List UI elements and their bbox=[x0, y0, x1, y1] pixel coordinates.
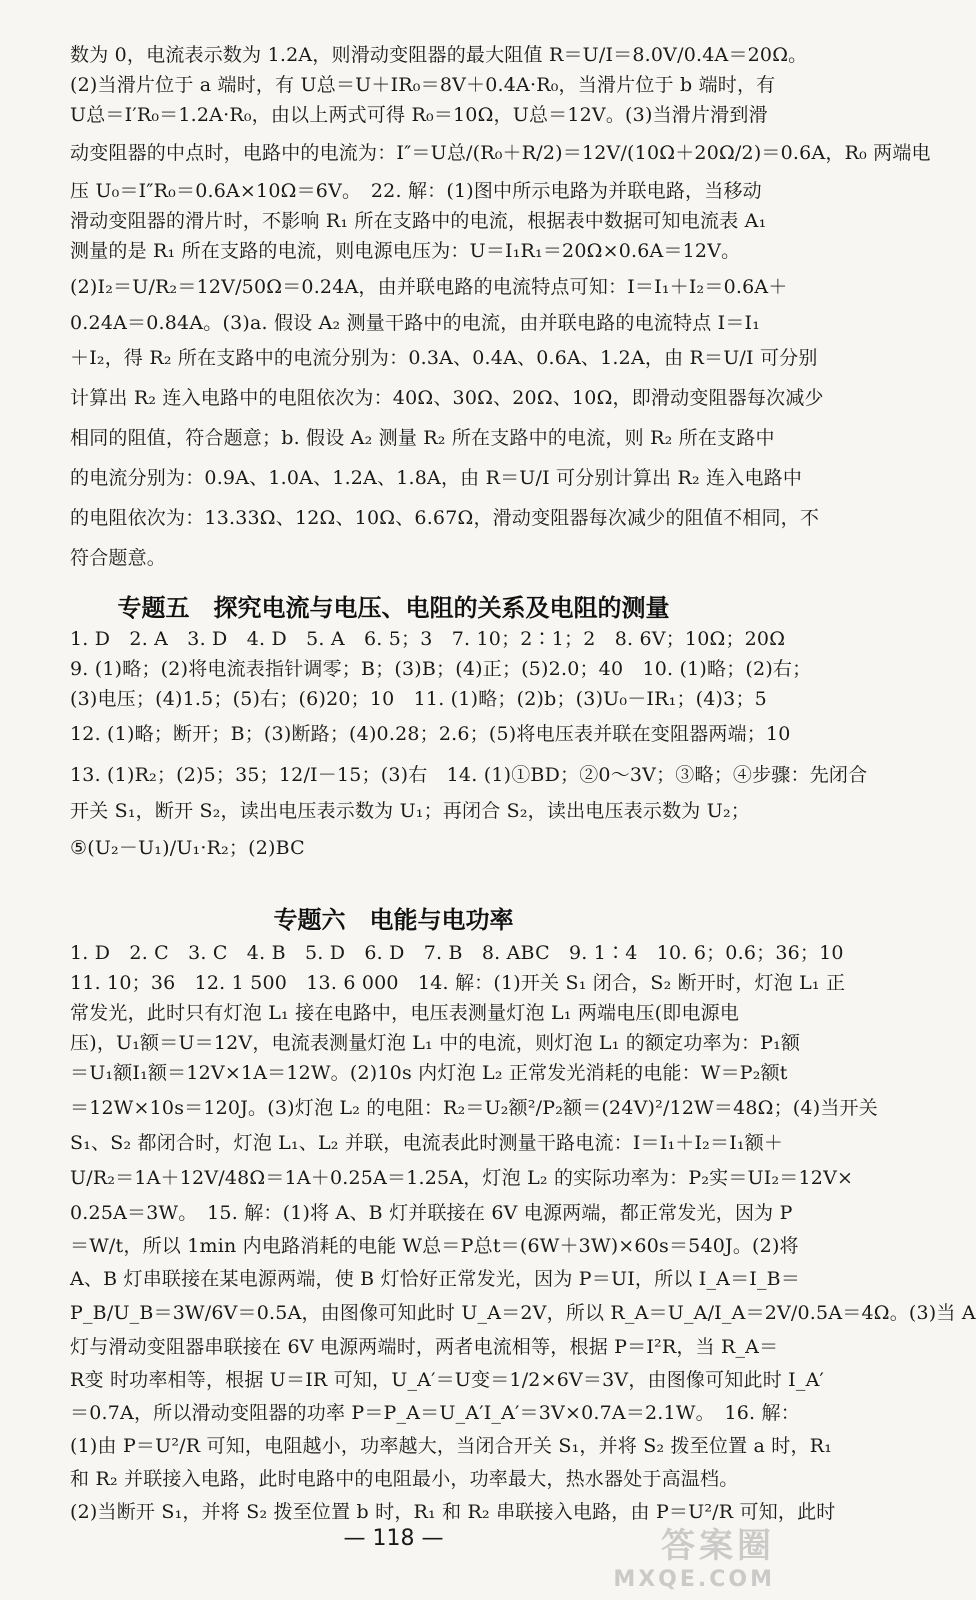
solution-block-21-22 bbox=[70, 40, 931, 578]
text-line: 11. 10；36 12. 1 500 13. 6 000 14. 解：(1)开关 S₁ 闭合，S₂ 断开时，灯泡 L₁ 正 bbox=[70, 972, 846, 994]
text-line: 符合题意。 bbox=[70, 547, 167, 569]
text-line: 和 R₂ 并联接入电路，此时电路中的电阻最小，功率最大，热水器处于高温档。 bbox=[70, 1468, 739, 1490]
text-line: P_B/U_B＝3W/6V＝0.5A，由图像可知此时 U_A＝2V，所以 R_A＝U_A/I_A＝2V/0.5A＝4Ω。(3)当 A bbox=[70, 1302, 976, 1324]
text-line: U/R₂＝1A＋12V/48Ω＝1A＋0.25A＝1.25A，灯泡 L₂ 的实际功率为：P₂实＝UI₂＝12V× bbox=[70, 1167, 854, 1189]
text-line: ＋I₂，得 R₂ 所在支路中的电流分别为：0.3A、0.4A、0.6A、1.2A，由 R＝U/I 可分别 bbox=[70, 347, 818, 369]
text-line: 常发光，此时只有灯泡 L₁ 接在电路中，电压表测量灯泡 L₁ 两端电压(即电源电 bbox=[70, 1002, 740, 1024]
text-line: 压)，U₁额＝U＝12V，电流表测量灯泡 L₁ 中的电流，则灯泡 L₁ 的额定功率为：P₁额 bbox=[70, 1032, 801, 1054]
page-number: — 118 — bbox=[343, 1526, 444, 1551]
text-line: 1. D 2. A 3. D 4. D 5. A 6. 5；3 7. 10；2∶1；2 8. 6V；10Ω；20Ω bbox=[70, 628, 786, 650]
text-line: 压 U₀＝I″R₀＝0.6A×10Ω＝6V。 22. 解：(1)图中所示电路为并联电路，当移动 bbox=[70, 180, 762, 202]
text-line: ⑤(U₂－U₁)/U₁·R₂；(2)BC bbox=[70, 837, 305, 859]
watermark-url: MXQE.COM bbox=[613, 1567, 775, 1592]
section-heading-5: 专题五 探究电流与电压、电阻的关系及电阻的测量 bbox=[117, 594, 670, 622]
watermark-logo bbox=[613, 1518, 775, 1592]
text-line: 1. D 2. C 3. C 4. B 5. D 6. D 7. B 8. ABC 9. 1∶4 10. 6；0.6；36；10 bbox=[70, 942, 844, 964]
text-line: (2)当滑片位于 a 端时，有 U总＝U＋IR₀＝8V＋0.4A·R₀，当滑片位于 b 端时，有 bbox=[70, 74, 776, 96]
text-line: U总＝I′R₀＝1.2A·R₀，由以上两式可得 R₀＝10Ω，U总＝12V。(3)当滑片滑到滑 bbox=[70, 104, 768, 126]
section-heading-6: 专题六 电能与电功率 bbox=[273, 906, 514, 934]
text-line: 12. (1)略；断开；B；(3)断路；(4)0.28；2.6；(5)将电压表并联在变阻器两端；10 bbox=[70, 723, 791, 745]
text-line: 灯与滑动变阻器串联接在 6V 电源两端时，两者电流相等，根据 P＝I²R，当 R_A＝ bbox=[70, 1336, 779, 1358]
text-line: A、B 灯串联接在某电源两端，使 B 灯恰好正常发光，因为 P＝UI，所以 I_A＝I_B＝ bbox=[70, 1268, 801, 1290]
answers-block-6 bbox=[70, 938, 976, 1530]
text-line: 相同的阻值，符合题意；b. 假设 A₂ 测量 R₂ 所在支路中的电流，则 R₂ 所在支路中 bbox=[70, 427, 775, 449]
answers-block-5 bbox=[70, 624, 868, 870]
text-line: (1)由 P＝U²/R 可知，电阻越小，功率越大，当闭合开关 S₁，并将 S₂ 拨至位置 a 时，R₁ bbox=[70, 1435, 833, 1457]
text-line: 计算出 R₂ 连入电路中的电阻依次为：40Ω、30Ω、20Ω、10Ω，即滑动变阻器每次减少 bbox=[70, 387, 824, 409]
text-line: 0.24A＝0.84A。(3)a. 假设 A₂ 测量干路中的电流，由并联电路的电流特点 I＝I₁ bbox=[70, 312, 761, 334]
text-line: ＝0.7A，所以滑动变阻器的功率 P＝P_A＝U_A′I_A′＝3V×0.7A＝2.1W。 16. 解： bbox=[70, 1402, 800, 1424]
watermark-text: 答案圈 bbox=[661, 1526, 775, 1566]
text-line: ＝12W×10s＝120J。(3)灯泡 L₂ 的电阻：R₂＝U₂额²/P₂额＝(24V)²/12W＝48Ω；(4)当开关 bbox=[70, 1097, 878, 1119]
text-line: 测量的是 R₁ 所在支路的电流，则电源电压为：U＝I₁R₁＝20Ω×0.6A＝12V。 bbox=[70, 240, 741, 262]
text-line: 的电流分别为：0.9A、1.0A、1.2A、1.8A，由 R＝U/I 可分别计算出 R₂ 连入电路中 bbox=[70, 467, 803, 489]
text-line: 动变阻器的中点时，电路中的电流为：I″＝U总/(R₀＋R/2)＝12V/(10Ω＋20Ω/2)＝0.6A，R₀ 两端电 bbox=[70, 142, 931, 164]
text-line: R变 时功率相等，根据 U＝IR 可知，U_A′＝U变＝1/2×6V＝3V，由图像可知此时 I_A′ bbox=[70, 1369, 825, 1391]
text-line: (3)电压；(4)1.5；(5)右；(6)20；10 11. (1)略；(2)b；(3)U₀－IR₁；(4)3；5 bbox=[70, 688, 767, 710]
text-line: 13. (1)R₂；(2)5；35；12/I－15；(3)右 14. (1)①BD；②0～3V；③略；④步骤：先闭合 bbox=[70, 764, 868, 786]
text-line: (2)当断开 S₁，并将 S₂ 拨至位置 b 时，R₁ 和 R₂ 串联接入电路，由 P＝U²/R 可知，此时 bbox=[70, 1501, 836, 1523]
text-line: ＝W/t，所以 1min 内电路消耗的电能 W总＝P总t＝(6W＋3W)×60s＝540J。(2)将 bbox=[70, 1235, 799, 1257]
text-line: 数为 0，电流表示数为 1.2A，则滑动变阻器的最大阻值 R＝U/I＝8.0V/0.4A＝20Ω。 bbox=[70, 44, 808, 66]
text-line: 滑动变阻器的滑片时，不影响 R₁ 所在支路中的电流，根据表中数据可知电流表 A₁ bbox=[70, 210, 767, 232]
text-line: 开关 S₁，断开 S₂，读出电压表示数为 U₁；再闭合 S₂，读出电压表示数为 U₂； bbox=[70, 800, 750, 822]
text-line: S₁、S₂ 都闭合时，灯泡 L₁、L₂ 并联，电流表此时测量干路电流：I＝I₁＋I₂＝I₁额＋ bbox=[70, 1132, 784, 1154]
text-line: (2)I₂＝U/R₂＝12V/50Ω＝0.24A，由并联电路的电流特点可知：I＝I₁＋I₂＝0.6A＋ bbox=[70, 276, 788, 298]
text-line: 0.25A＝3W。 15. 解：(1)将 A、B 灯并联接在 6V 电源两端，都正常发光，因为 P bbox=[70, 1202, 793, 1224]
text-line: ＝U₁额I₁额＝12V×1A＝12W。(2)10s 内灯泡 L₂ 正常发光消耗的电能：W＝P₂额t bbox=[70, 1062, 788, 1084]
text-line: 9. (1)略；(2)将电流表指针调零；B；(3)B；(4)正；(5)2.0；40 10. (1)略；(2)右； bbox=[70, 658, 812, 680]
text-line: 的电阻依次为：13.33Ω、12Ω、10Ω、6.67Ω，滑动变阻器每次减少的阻值不相同，不 bbox=[70, 507, 820, 529]
